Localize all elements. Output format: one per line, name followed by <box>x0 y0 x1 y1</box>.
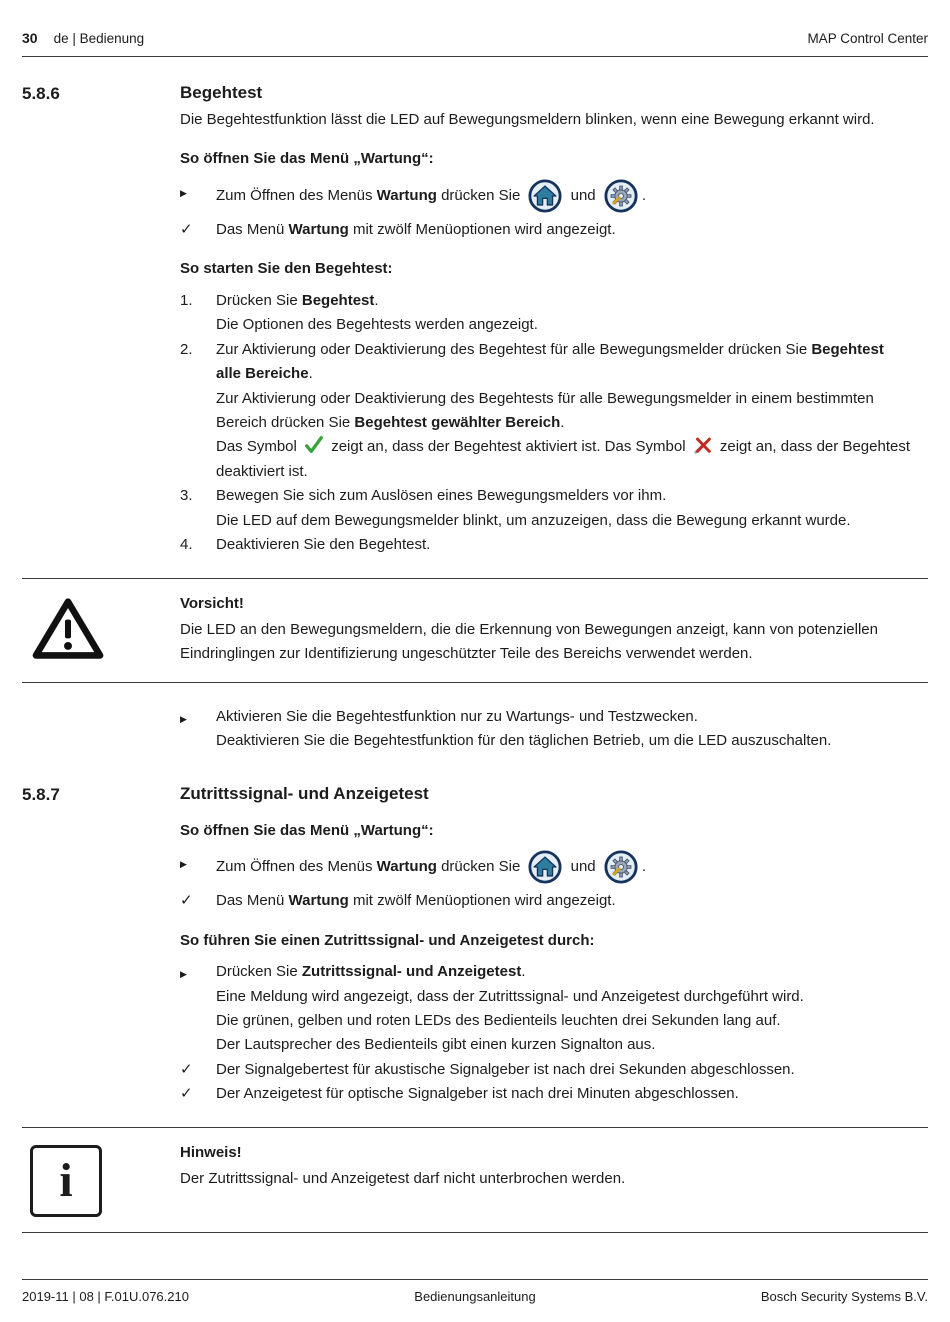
section-title: Begehtest <box>180 83 263 102</box>
notice-title: Hinweis! <box>180 1143 242 1161</box>
notice-text: Der Zutrittssignal- und Anzeigetest darf nicht unterbrochen werden. <box>180 1170 626 1188</box>
list-item <box>180 218 910 242</box>
warning-triangle-icon <box>22 592 180 667</box>
step-number: 3. <box>180 487 193 505</box>
result-text: Der Anzeigetest für optische Signalgeber ist nach drei Minuten abgeschlossen. <box>216 1085 739 1103</box>
section-number: 5.8.7 <box>22 784 60 804</box>
maintenance-icon <box>600 187 642 204</box>
step-text-bold: Begehtest gewählter Bereich <box>354 413 561 431</box>
check-marker: ✓ <box>180 1085 193 1103</box>
step-text: zeigt an, dass der Begehtest deaktiviert ist. <box>216 438 910 480</box>
list-item <box>180 1082 910 1106</box>
list-item <box>180 705 910 754</box>
list-item <box>180 1058 910 1082</box>
info-icon <box>30 1145 102 1217</box>
result-text-bold: Wartung <box>288 892 349 910</box>
page-footer <box>22 1279 928 1322</box>
caution-title: Vorsicht! <box>180 594 244 612</box>
step-number: 1. <box>180 291 193 309</box>
header-product-name: MAP Control Center <box>807 31 928 46</box>
note-text: Deaktivieren Sie die Begehtestfunktion für den täglichen Betrieb, um die LED auszuschalten. <box>216 732 832 750</box>
list-item-step-2 <box>180 338 910 485</box>
check-marker: ✓ <box>180 1060 193 1078</box>
step-text: zeigt an, dass der Begehtest aktiviert ist. Das Symbol <box>327 438 690 456</box>
check-marker: ✓ <box>180 892 193 910</box>
step-text: . <box>560 413 565 431</box>
list-item <box>180 960 910 1058</box>
bullet-marker: ▶ <box>180 713 187 724</box>
home-icon <box>524 858 566 875</box>
page-header <box>22 0 928 56</box>
step-text: Zur Aktivierung oder Deaktivierung des Begehtest für alle Bewegungsmelder drücken Sie <box>216 340 812 358</box>
step-text: . <box>641 858 646 876</box>
procedure-heading: So starten Sie den Begehtest: <box>180 260 393 278</box>
bullet-marker: ▶ <box>180 859 187 870</box>
caution-text: Die LED an den Bewegungsmeldern, die die Erkennung von Bewegungen anzeigt, kann von potenziellen Eindringlingen zur Identifizierung ungeschützter Teile des Bereichs verwendet werden. <box>180 621 878 663</box>
list-item-step-3 <box>180 484 910 533</box>
result-text: mit zwölf Menüoptionen wird angezeigt. <box>348 220 616 238</box>
note-text: Aktivieren Sie die Begehtestfunktion nur zu Wartungs- und Testzwecken. <box>216 707 698 725</box>
step-text: . <box>374 291 379 309</box>
step-text: Zum Öffnen des Menüs <box>216 858 377 876</box>
result-text: Der Signalgebertest für akustische Signalgeber ist nach drei Sekunden abgeschlossen. <box>216 1060 795 1078</box>
result-text: mit zwölf Menüoptionen wird angezeigt. <box>348 892 616 910</box>
step-number: 4. <box>180 536 193 554</box>
step-text: Der Lautsprecher des Bedienteils gibt einen kurzen Signalton aus. <box>216 1036 656 1054</box>
section-title: Zutrittssignal- und Anzeigetest <box>180 783 429 803</box>
step-text: Drücken Sie <box>216 291 302 309</box>
page-number: 30 <box>22 30 38 46</box>
list-item <box>180 179 910 213</box>
step-text: Das Symbol <box>216 438 302 456</box>
step-text: und <box>566 858 600 876</box>
procedure-heading: So öffnen Sie das Menü „Wartung“: <box>180 821 434 839</box>
step-text: Die grünen, gelben und roten LEDs des Bedienteils leuchten drei Sekunden lang auf. <box>216 1011 781 1029</box>
section-5-8-6 <box>22 83 928 558</box>
result-text-bold: Wartung <box>288 220 349 238</box>
footer-company: Bosch Security Systems B.V. <box>760 1289 928 1304</box>
info-icon-glyph: i <box>59 1153 73 1207</box>
step-text: Bewegen Sie sich zum Auslösen eines Bewegungsmelders vor ihm. <box>216 487 667 505</box>
post-caution-note <box>22 705 928 754</box>
walk-test-active-icon <box>301 438 327 455</box>
footer-doc-type: Bedienungsanleitung <box>414 1289 536 1304</box>
step-text: Drücken Sie <box>216 963 302 981</box>
section-number: 5.8.6 <box>22 84 60 103</box>
step-text: Zum Öffnen des Menüs <box>216 186 377 204</box>
step-text: drücken Sie <box>436 186 525 204</box>
maintenance-icon <box>600 858 642 875</box>
header-section-label: de | Bedienung <box>53 31 145 46</box>
step-text: Eine Meldung wird angezeigt, dass der Zutrittssignal- und Anzeigetest durchgeführt wird. <box>216 987 804 1005</box>
result-text: Das Menü <box>216 220 289 238</box>
list-item-step-4 <box>180 533 910 557</box>
step-text: Die LED auf dem Bewegungsmelder blinkt, um anzuzeigen, dass die Bewegung erkannt wurde. <box>216 511 851 529</box>
procedure-heading: So öffnen Sie das Menü „Wartung“: <box>180 150 434 168</box>
procedure-heading: So führen Sie einen Zutrittssignal- und Anzeigetest durch: <box>180 931 595 949</box>
step-text: . <box>521 963 526 981</box>
list-item <box>180 889 910 913</box>
step-text: und <box>566 186 600 204</box>
list-item <box>180 850 910 884</box>
walk-test-inactive-icon <box>690 438 716 455</box>
step-text: Zur Aktivierung oder Deaktivierung des Begehtests für alle Bewegungsmelder in einem bestimmten Bereich drücken Sie <box>216 389 874 431</box>
check-marker: ✓ <box>180 220 193 238</box>
step-text: Deaktivieren Sie den Begehtest. <box>216 536 431 554</box>
result-text: Das Menü <box>216 892 289 910</box>
home-icon <box>524 187 566 204</box>
step-text-bold: Wartung <box>376 186 437 204</box>
bullet-marker: ▶ <box>180 187 187 198</box>
step-text: Die Optionen des Begehtests werden angezeigt. <box>216 316 538 334</box>
step-text-bold: Wartung <box>376 858 437 876</box>
step-number: 2. <box>180 340 193 358</box>
notice-box <box>22 1127 928 1233</box>
step-text: . <box>641 186 646 204</box>
bullet-marker: ▶ <box>180 969 187 980</box>
step-text-bold: Zutrittssignal- und Anzeigetest <box>301 963 522 981</box>
step-text-bold: Begehtest <box>301 291 375 309</box>
caution-box <box>22 578 928 683</box>
footer-doc-id: 2019-11 | 08 | F.01U.076.210 <box>22 1289 189 1304</box>
list-item-step-1 <box>180 289 910 338</box>
step-text: drücken Sie <box>436 858 525 876</box>
page-body <box>22 57 928 1255</box>
section-5-8-7 <box>22 784 928 1107</box>
step-text-bold: Begehtest alle Bereiche <box>216 340 884 383</box>
section-intro: Die Begehtestfunktion lässt die LED auf Bewegungsmeldern blinken, wenn eine Bewegung erkannt wird. <box>180 111 875 128</box>
step-text: . <box>308 365 313 383</box>
